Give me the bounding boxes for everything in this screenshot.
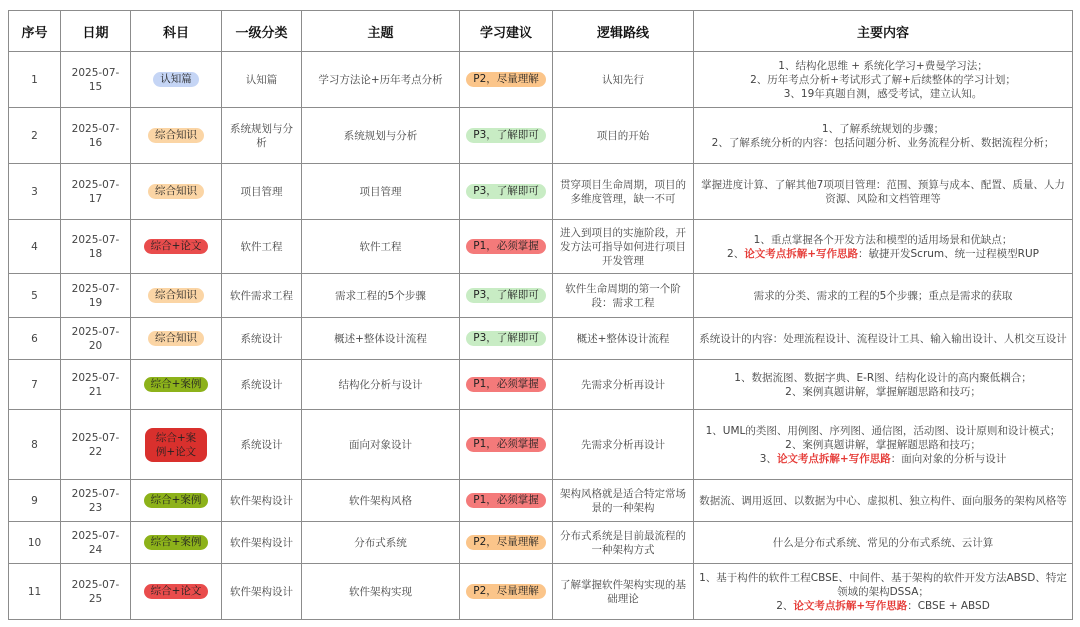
cell-date: 2025-07-15 [61, 52, 131, 108]
suggestion-tag: P3，了解即可 [466, 184, 546, 199]
content-line [698, 122, 1068, 136]
content-text: 数据流、调用返回、以数据为中心、虚拟机、独立构件、面向服务的架构风格等 [699, 494, 1067, 507]
content-text: 1、数据流图、数据字典、E-R图、结构化设计的高内聚低耦合； [734, 371, 1032, 384]
cell-content [694, 108, 1073, 164]
header-route: 逻辑路线 [553, 11, 694, 52]
content-text: ：敏捷开发Scrum、统一过程模型RUP [858, 247, 1039, 260]
suggestion-tag: P3，了解即可 [466, 128, 546, 143]
content-text: 2、 [776, 599, 794, 612]
cell-category: 软件架构设计 [222, 522, 302, 564]
table-row [9, 52, 1073, 108]
suggestion-tag: P2，尽量理解 [466, 584, 546, 599]
cell-route: 先需求分析再设计 [553, 360, 694, 410]
cell-no: 5 [9, 274, 61, 318]
content-line [698, 136, 1068, 150]
cell-suggestion [460, 480, 553, 522]
cell-date: 2025-07-19 [61, 274, 131, 318]
content-line [698, 438, 1068, 452]
content-text: ：面向对象的分析与设计 [890, 452, 1007, 465]
table-row [9, 360, 1073, 410]
suggestion-tag: P1，必须掌握 [466, 493, 546, 508]
header-no: 序号 [9, 11, 61, 52]
cell-date: 2025-07-18 [61, 220, 131, 274]
cell-content [694, 164, 1073, 220]
cell-topic: 分布式系统 [302, 522, 460, 564]
content-highlight: 论文考点拆解+写作思路 [793, 599, 908, 612]
cell-no: 3 [9, 164, 61, 220]
cell-subject [131, 360, 222, 410]
content-line [698, 494, 1068, 508]
cell-route: 先需求分析再设计 [553, 410, 694, 480]
content-line [698, 178, 1068, 206]
suggestion-tag: P1，必须掌握 [466, 437, 546, 452]
content-line [698, 332, 1068, 346]
content-text: 2、案例真题讲解，掌握解题思路和技巧； [785, 438, 981, 451]
schedule-table-wrapper [8, 10, 1073, 620]
cell-route: 概述+整体设计流程 [553, 318, 694, 360]
suggestion-tag: P3，了解即可 [466, 288, 546, 303]
subject-tag: 综合+案例 [144, 535, 209, 550]
cell-suggestion [460, 108, 553, 164]
cell-category: 认知篇 [222, 52, 302, 108]
cell-content [694, 52, 1073, 108]
content-text: 掌握进度计算、了解其他7项项目管理：范围、预算与成本、配置、质量、人力资源、风险和文档管理等 [701, 178, 1065, 205]
cell-route: 认知先行 [553, 52, 694, 108]
subject-tag: 综合知识 [148, 128, 204, 143]
cell-no: 10 [9, 522, 61, 564]
content-text: 2、案例真题讲解，掌握解题思路和技巧； [785, 385, 981, 398]
subject-tag: 综合+论文 [144, 584, 209, 599]
cell-topic: 项目管理 [302, 164, 460, 220]
cell-category: 系统规划与分析 [222, 108, 302, 164]
cell-content [694, 318, 1073, 360]
header-row [9, 11, 1073, 52]
cell-subject [131, 164, 222, 220]
cell-route: 分布式系统是目前最流程的一种架构方式 [553, 522, 694, 564]
content-text: 系统设计的内容：处理流程设计、流程设计工具、输入输出设计、人机交互设计 [699, 332, 1067, 345]
content-highlight: 论文考点拆解+写作思路 [744, 247, 859, 260]
content-line [698, 536, 1068, 550]
subject-tag: 综合知识 [148, 288, 204, 303]
cell-subject [131, 52, 222, 108]
content-text: 需求的分类、需求的工程的5个步骤；重点是需求的获取 [753, 289, 1013, 302]
header-category: 一级分类 [222, 11, 302, 52]
cell-content [694, 480, 1073, 522]
cell-category: 系统设计 [222, 318, 302, 360]
content-text: 1、基于构件的软件工程CBSE、中间件、基于架构的软件开发方法ABSD、特定领域的架构DSSA； [699, 571, 1067, 598]
cell-content [694, 564, 1073, 620]
suggestion-tag: P2，尽量理解 [466, 72, 546, 87]
cell-category: 系统设计 [222, 410, 302, 480]
cell-date: 2025-07-23 [61, 480, 131, 522]
cell-suggestion [460, 522, 553, 564]
content-line [698, 247, 1068, 261]
content-text: 什么是分布式系统、常见的分布式系统、云计算 [772, 536, 994, 549]
cell-date: 2025-07-24 [61, 522, 131, 564]
cell-route: 贯穿项目生命周期，项目的多维度管理，缺一不可 [553, 164, 694, 220]
content-line [698, 289, 1068, 303]
subject-tag: 综合+案例 [144, 493, 209, 508]
subject-tag: 认知篇 [153, 72, 199, 87]
cell-no: 8 [9, 410, 61, 480]
content-line [698, 59, 1068, 73]
cell-topic: 软件架构风格 [302, 480, 460, 522]
cell-topic: 系统规划与分析 [302, 108, 460, 164]
content-text: 2、历年考点分析+考试形式了解+后续整体的学习计划； [750, 73, 1016, 86]
content-line [698, 571, 1068, 599]
cell-route: 软件生命周期的第一个阶段：需求工程 [553, 274, 694, 318]
cell-suggestion [460, 564, 553, 620]
suggestion-tag: P2，尽量理解 [466, 535, 546, 550]
cell-subject [131, 410, 222, 480]
cell-suggestion [460, 220, 553, 274]
cell-category: 软件架构设计 [222, 480, 302, 522]
content-text: 1、UML的类图、用例图、序列图、通信图，活动图、设计原则和设计模式； [705, 424, 1061, 437]
cell-no: 2 [9, 108, 61, 164]
cell-date: 2025-07-21 [61, 360, 131, 410]
cell-suggestion [460, 318, 553, 360]
cell-date: 2025-07-20 [61, 318, 131, 360]
cell-subject [131, 318, 222, 360]
cell-route: 了解掌握软件架构实现的基础理论 [553, 564, 694, 620]
cell-content [694, 522, 1073, 564]
cell-date: 2025-07-17 [61, 164, 131, 220]
cell-topic: 学习方法论+历年考点分析 [302, 52, 460, 108]
cell-no: 9 [9, 480, 61, 522]
cell-content [694, 410, 1073, 480]
cell-subject [131, 108, 222, 164]
cell-suggestion [460, 274, 553, 318]
cell-category: 项目管理 [222, 164, 302, 220]
content-text: ：CBSE + ABSD [907, 599, 990, 612]
table-row [9, 220, 1073, 274]
cell-topic: 需求工程的5个步骤 [302, 274, 460, 318]
cell-no: 4 [9, 220, 61, 274]
content-line [698, 385, 1068, 399]
content-line [698, 233, 1068, 247]
header-date: 日期 [61, 11, 131, 52]
cell-subject [131, 480, 222, 522]
content-line [698, 599, 1068, 613]
cell-suggestion [460, 410, 553, 480]
table-row [9, 564, 1073, 620]
content-text: 1、结构化思维 + 系统化学习+费曼学习法； [778, 59, 988, 72]
cell-category: 软件架构设计 [222, 564, 302, 620]
cell-content [694, 360, 1073, 410]
cell-no: 1 [9, 52, 61, 108]
header-topic: 主题 [302, 11, 460, 52]
content-text: 2、 [727, 247, 745, 260]
cell-category: 软件工程 [222, 220, 302, 274]
cell-content [694, 220, 1073, 274]
schedule-table [8, 10, 1073, 620]
content-text: 3、 [759, 452, 777, 465]
cell-no: 11 [9, 564, 61, 620]
table-row [9, 318, 1073, 360]
suggestion-tag: P1，必须掌握 [466, 377, 546, 392]
header-content: 主要内容 [694, 11, 1073, 52]
table-row [9, 164, 1073, 220]
cell-suggestion [460, 360, 553, 410]
cell-subject [131, 564, 222, 620]
cell-no: 6 [9, 318, 61, 360]
subject-tag: 综合+案例+论文 [145, 428, 207, 462]
cell-no: 7 [9, 360, 61, 410]
cell-route: 项目的开始 [553, 108, 694, 164]
cell-topic: 软件工程 [302, 220, 460, 274]
subject-tag: 综合+案例 [144, 377, 209, 392]
cell-topic: 软件架构实现 [302, 564, 460, 620]
cell-topic: 概述+整体设计流程 [302, 318, 460, 360]
subject-tag: 综合+论文 [144, 239, 209, 254]
suggestion-tag: P3，了解即可 [466, 331, 546, 346]
cell-date: 2025-07-25 [61, 564, 131, 620]
cell-topic: 结构化分析与设计 [302, 360, 460, 410]
cell-category: 系统设计 [222, 360, 302, 410]
content-text: 3、19年真题自测，感受考试，建立认知。 [783, 87, 983, 100]
cell-suggestion [460, 52, 553, 108]
subject-tag: 综合知识 [148, 184, 204, 199]
table-body [9, 52, 1073, 620]
table-row [9, 108, 1073, 164]
content-text: 1、了解系统规划的步骤； [821, 122, 945, 135]
table-row [9, 522, 1073, 564]
table-row [9, 480, 1073, 522]
cell-subject [131, 274, 222, 318]
cell-route: 进入到项目的实施阶段，开发方法可指导如何进行项目开发管理 [553, 220, 694, 274]
suggestion-tag: P1，必须掌握 [466, 239, 546, 254]
content-line [698, 371, 1068, 385]
cell-subject [131, 522, 222, 564]
cell-date: 2025-07-16 [61, 108, 131, 164]
cell-route: 架构风格就是适合特定常场景的一种架构 [553, 480, 694, 522]
cell-date: 2025-07-22 [61, 410, 131, 480]
content-line [698, 87, 1068, 101]
table-row [9, 410, 1073, 480]
table-row [9, 274, 1073, 318]
cell-topic: 面向对象设计 [302, 410, 460, 480]
content-text: 2、了解系统分析的内容：包括问题分析、业务流程分析、数据流程分析； [711, 136, 1055, 149]
content-line [698, 73, 1068, 87]
content-line [698, 424, 1068, 438]
content-highlight: 论文考点拆解+写作思路 [776, 452, 891, 465]
cell-content [694, 274, 1073, 318]
cell-suggestion [460, 164, 553, 220]
cell-subject [131, 220, 222, 274]
header-subject: 科目 [131, 11, 222, 52]
header-suggestion: 学习建议 [460, 11, 553, 52]
cell-category: 软件需求工程 [222, 274, 302, 318]
subject-tag: 综合知识 [148, 331, 204, 346]
content-line [698, 452, 1068, 466]
content-text: 1、重点掌握各个开发方法和模型的适用场景和优缺点； [753, 233, 1013, 246]
